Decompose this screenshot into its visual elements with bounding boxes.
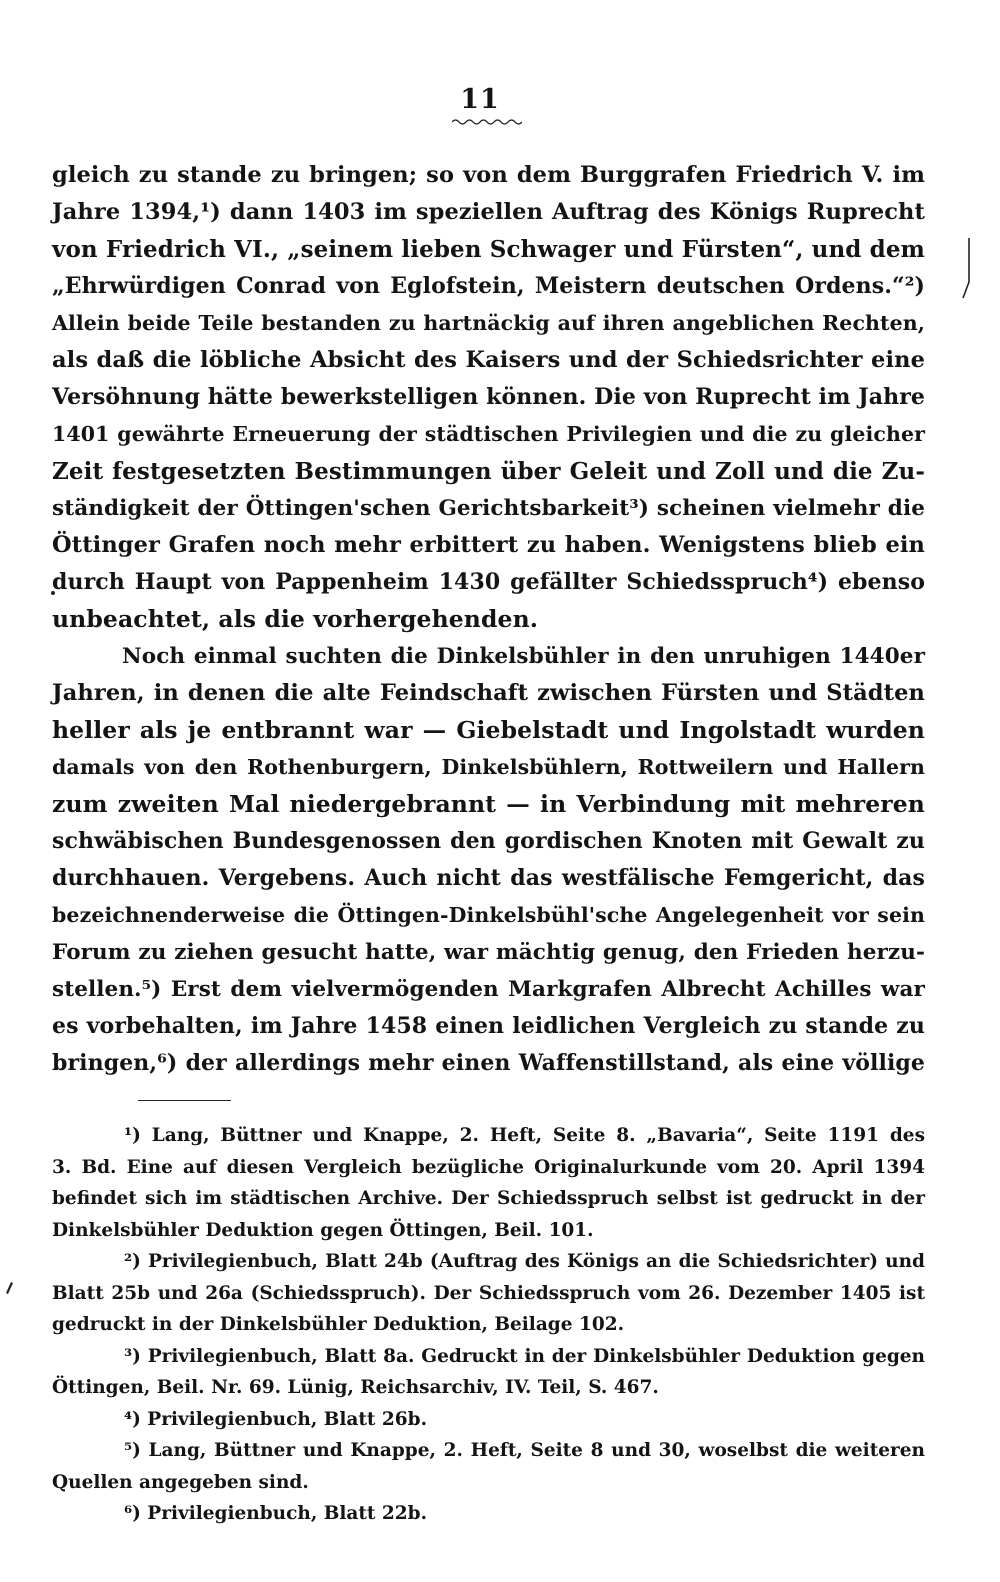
footnote-line: 3. Bd. Eine auf diesen Vergleich bezügliche Originalurkunde vom 20. April 1394 — [52, 1156, 925, 1178]
main-text-block — [52, 157, 925, 1082]
text-line: Versöhnung hätte bewerkstelligen können. Die von Ruprecht im Jahre — [52, 384, 925, 410]
text-line: von Friedrich VI., „seinem lieben Schwager und Fürsten“, und dem — [52, 236, 925, 263]
text-line: bezeichnenderweise die Öttingen-Dinkelsbühl'sche Angelegenheit vor sein — [52, 903, 925, 927]
footnote-line: Dinkelsbühler Deduktion gegen Öttingen, Beil. 101. — [52, 1219, 594, 1241]
page-number: 11 — [460, 84, 500, 115]
text-line: Noch einmal suchten die Dinkelsbühler in den unruhigen 1440er — [122, 644, 925, 669]
text-line: als daß die löbliche Absicht des Kaisers und der Schiedsrichter eine — [52, 347, 925, 373]
text-line: Jahren, in denen die alte Feindschaft zwischen Fürsten und Städten — [52, 680, 925, 706]
text-line: damals von den Rothenburgern, Dinkelsbühlern, Rottweilern und Hallern — [52, 755, 925, 779]
footnote-line: ³) Privilegienbuch, Blatt 8a. Gedruckt in der Dinkelsbühler Deduktion gegen — [124, 1345, 925, 1367]
text-line: Forum zu ziehen gesucht hatte, war mächtig genug, den Frieden herzu- — [52, 940, 925, 965]
page-number-ornament — [452, 118, 522, 126]
text-line: Jahre 1394,¹) dann 1403 im speziellen Auftrag des Königs Ruprecht — [52, 199, 925, 225]
text-line: Öttinger Grafen noch mehr erbittert zu haben. Wenigstens blieb ein — [52, 532, 925, 558]
text-line: durchhauen. Vergebens. Auch nicht das westfälische Femgericht, das — [52, 865, 925, 891]
footnotes-block — [52, 1120, 925, 1530]
text-line: gleich zu stande zu bringen; so von dem Burggrafen Friedrich V. im — [52, 162, 925, 188]
footnote-line: Blatt 25b und 26a (Schiedsspruch). Der Schiedsspruch vom 26. Dezember 1405 ist — [52, 1282, 925, 1304]
text-line: 1401 gewährte Erneuerung der städtischen Privilegien und die zu gleicher — [52, 422, 925, 446]
text-line: stellen.⁵) Erst dem vielvermögenden Markgrafen Albrecht Achilles war — [52, 977, 925, 1002]
footnote-line: ⁶) Privilegienbuch, Blatt 22b. — [124, 1503, 428, 1524]
footnote-line: ⁵) Lang, Büttner und Knappe, 2. Heft, Seite 8 und 30, woselbst die weiteren — [124, 1440, 925, 1461]
margin-bracket-mark — [960, 236, 978, 300]
text-line: schwäbischen Bundesgenossen den gordischen Knoten mit Gewalt zu — [52, 828, 925, 854]
text-line: bringen,⁶) der allerdings mehr einen Waffenstillstand, als eine völlige — [52, 1050, 925, 1076]
text-line: durch Haupt von Pappenheim 1430 gefällter Schiedsspruch⁴) ebenso — [52, 569, 925, 595]
text-line: es vorbehalten, im Jahre 1458 einen leidlichen Vergleich zu stande zu — [52, 1013, 925, 1039]
margin-tick-mark — [2, 1279, 16, 1295]
text-line: Zeit festgesetzten Bestimmungen über Geleit und Zoll und die Zu- — [52, 458, 925, 485]
footnote-line: befindet sich im städtischen Archive. Der Schiedsspruch selbst ist gedruckt in der — [52, 1188, 925, 1209]
text-line: heller als je entbrannt war — Giebelstadt und Ingolstadt wurden — [52, 716, 925, 744]
text-line: Allein beide Teile bestanden zu hartnäckig auf ihren angeblichen Rechten, — [52, 311, 925, 335]
footnote-line: ¹) Lang, Büttner und Knappe, 2. Heft, Seite 8. „Bavaria“, Seite 1191 des — [124, 1125, 925, 1146]
text-line: unbeachtet, als die vorhergehenden. — [52, 605, 539, 633]
footnote-line: ⁴) Privilegienbuch, Blatt 26b. — [124, 1408, 428, 1430]
text-line: zum zweiten Mal niedergebrannt — in Verbindung mit mehreren — [52, 790, 925, 818]
footnote-line: Quellen angegeben sind. — [52, 1471, 309, 1493]
footnote-line: Öttingen, Beil. Nr. 69. Lünig, Reichsarchiv, IV. Teil, S. 467. — [52, 1377, 659, 1398]
text-line: „Ehrwürdigen Conrad von Eglofstein, Meistern deutschen Ordens.“²) — [52, 273, 925, 299]
footnote-line: gedruckt in der Dinkelsbühler Deduktion, Beilage 102. — [52, 1314, 625, 1335]
text-line: ständigkeit der Öttingen'schen Gerichtsbarkeit³) scheinen vielmehr die — [52, 496, 925, 521]
footnote-separator — [138, 1100, 231, 1101]
footnote-line: ²) Privilegienbuch, Blatt 24b (Auftrag des Königs an die Schiedsrichter) und — [124, 1251, 925, 1272]
